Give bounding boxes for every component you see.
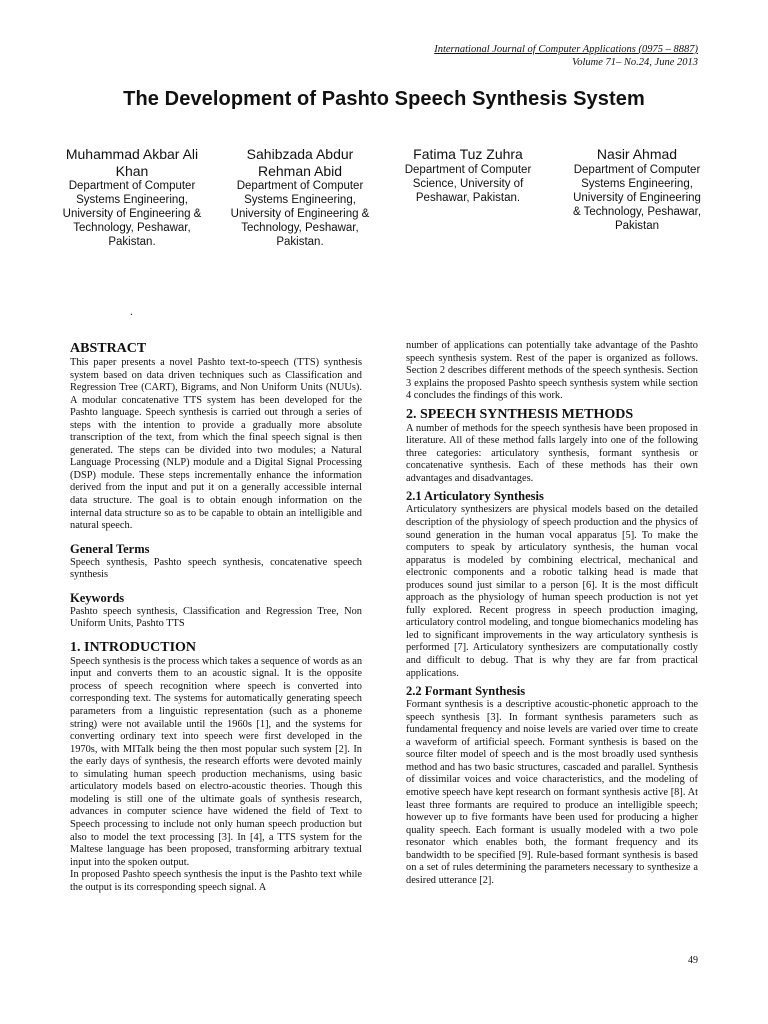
general-terms-heading: General Terms xyxy=(70,541,150,556)
abstract-text: This paper presents a novel Pashto text-to-speech (TTS) synthesis system based on data driven techniques such as Classification and Regression Tree (CART), Bigrams, and Non Uniform Units (NUUs). A modular concatenative TTS system has been developed for the Pashto language. Speech synthesis is carried out through a series of steps with the intention to provide a gradually more absolute transcription of the text, from which the final speech signal is then generated. The steps can be divided into two modules; a Natural Language Processing (NLP) module and a Digital Signal Processing (DSP) module. These steps incrementally enhance the information derived from the input and put it on a generally accessible internal data structure. The goal is to obtain enough information on the internal data structure so as to be capable to obtain an intelligible and natural speech. xyxy=(70,357,362,532)
keywords-text: Pashto speech synthesis, Classification and Regression Tree, Non Uniform Units, Pashto TTS xyxy=(70,605,362,630)
journal-header xyxy=(434,43,698,69)
articulatory-heading: 2.1 Articulatory Synthesis xyxy=(406,489,544,504)
introduction-heading: 1. INTRODUCTION xyxy=(70,639,197,655)
abstract-heading: ABSTRACT xyxy=(70,341,147,356)
stray-dot: . xyxy=(130,304,133,318)
formant-heading: 2.2 Formant Synthesis xyxy=(406,684,526,699)
paper-title: The Development of Pashto Speech Synthesis System xyxy=(123,88,645,110)
author-name: Muhammad Akbar Ali Khan xyxy=(65,146,199,179)
introduction-paragraph: In proposed Pashto speech synthesis the input is the Pashto text while the output is its corresponding speech signal. A xyxy=(70,869,362,893)
author-name: Fatima Tuz Zuhra xyxy=(413,146,523,162)
left-column xyxy=(70,340,362,894)
author-affiliation: Department of Computer Systems Engineering, University of Engineering & Technology, Peshawar, Pakistan. xyxy=(230,180,370,248)
methods-heading: 2. SPEECH SYNTHESIS METHODS xyxy=(406,406,634,422)
introduction-paragraph: Speech synthesis is the process which takes a sequence of words as an input and converts them to an acoustic signal. It is the opposite process of speech recognition where speech is converted into corresponding text. The systems for automatically generating speech parameters from a linguistic representation (such as a phoneme string) were not available until the 1960s [1], and the systems for converting ordinary text into speech were first developed in the 1970s, with MITalk being the then most popular such system [2]. In the early days of synthesis, the research efforts were devoted mainly to simulating human speech production mechanisms, using basic articulatory models based on electro-acoustic theories. Though this modeling is still one of the ultimate goals of synthesis research, advances in computer science have widened the field of Text to Speech processing to include not only human speech production but also to model the text processing [3]. In [4], a TTS system for the Maltese language has been proposed, transforming arbitrary textual input into the spoken output. xyxy=(70,655,363,868)
author-affiliation: Department of Computer Systems Engineering, University of Engineering & Technology, Peshawar, Pakistan xyxy=(572,163,702,232)
author-4 xyxy=(572,146,702,233)
author-name: Nasir Ahmad xyxy=(596,146,678,162)
journal-name: International Journal of Computer Applications (0975 – 8887) xyxy=(434,44,698,55)
author-name: Sahibzada Abdur Rehman Abid xyxy=(246,146,354,179)
author-affiliation: Department of Computer Systems Engineering, University of Engineering & Technology, Peshawar, Pakistan. xyxy=(62,180,202,248)
general-terms-text: Speech synthesis, Pashto speech synthesis, concatenative speech synthesis xyxy=(70,556,362,581)
articulatory-text: Articulatory synthesizers are physical models based on the detailed description of the physiology of speech production and the physics of sound generation in the human vocal apparatus [5]. To make the computers to speak by articulatory synthesis, the human vocal apparatus is modeled by combining electrical, mechanical and electronic components and a robotic talking head is made that produces sound just similar to a person [6]. It is the most difficult approach as the physiology of human speech production is not yet fully explored. Recent progress in speech production imaging, articulatory control modeling, and tongue biomechanics modeling has led to significant improvements in the way articulatory synthesis is performed [7]. Articulatory synthesizers are computationally costly and difficult to debug. That is why they are far from practical applications. xyxy=(406,504,698,679)
journal-volume: Volume 71– No.24, June 2013 xyxy=(572,57,698,68)
page-number: 49 xyxy=(688,955,698,966)
author-affiliation: Department of Computer Science, University of Peshawar, Pakistan. xyxy=(404,163,532,204)
keywords-heading: Keywords xyxy=(70,590,125,605)
methods-text: A number of methods for the speech synthesis have been proposed in literature. All of these method falls largely into one of the following three categories: articulatory synthesis, formant synthesis or concatenative synthesis. Each of these methods has their own advantages and disadvantages. xyxy=(406,422,698,484)
introduction-continued: number of applications can potentially take advantage of the Pashto speech synthesis system. Rest of the paper is organized as follows. Section 2 describes different methods of the speech synthesis. Section 3 explains the proposed Pashto speech synthesis system while section 4 concludes the findings of this work. xyxy=(406,340,698,402)
author-2 xyxy=(228,146,372,249)
right-column xyxy=(406,340,698,887)
author-3 xyxy=(396,146,540,205)
author-1 xyxy=(58,146,206,249)
formant-text: Formant synthesis is a descriptive acoustic-phonetic approach to the speech synthesis [3]. In formant synthesis parameters such as fundamental frequency and noise levels are varied over time to create a waveform of artificial speech. Formant synthesis is based on the source filter model of speech and is the most broadly used synthesis method and has two basic structures, cascaded and parallel. Synthesis of dissimilar voices and voice characteristics, and the modeling of emotive speech have kept research on formant synthesis active [8]. At least three formants are required to produce an intelligible speech; however up to five formants have been used for producing a higher quality speech. Each formant is usually modeled with a two pole resonator which enables both, the formant frequency and its bandwidth to be specified [9]. Rule-based formant synthesis is based on a set of rules determining the parameters necessary to synthesize a desired utterance [2]. xyxy=(406,699,698,886)
